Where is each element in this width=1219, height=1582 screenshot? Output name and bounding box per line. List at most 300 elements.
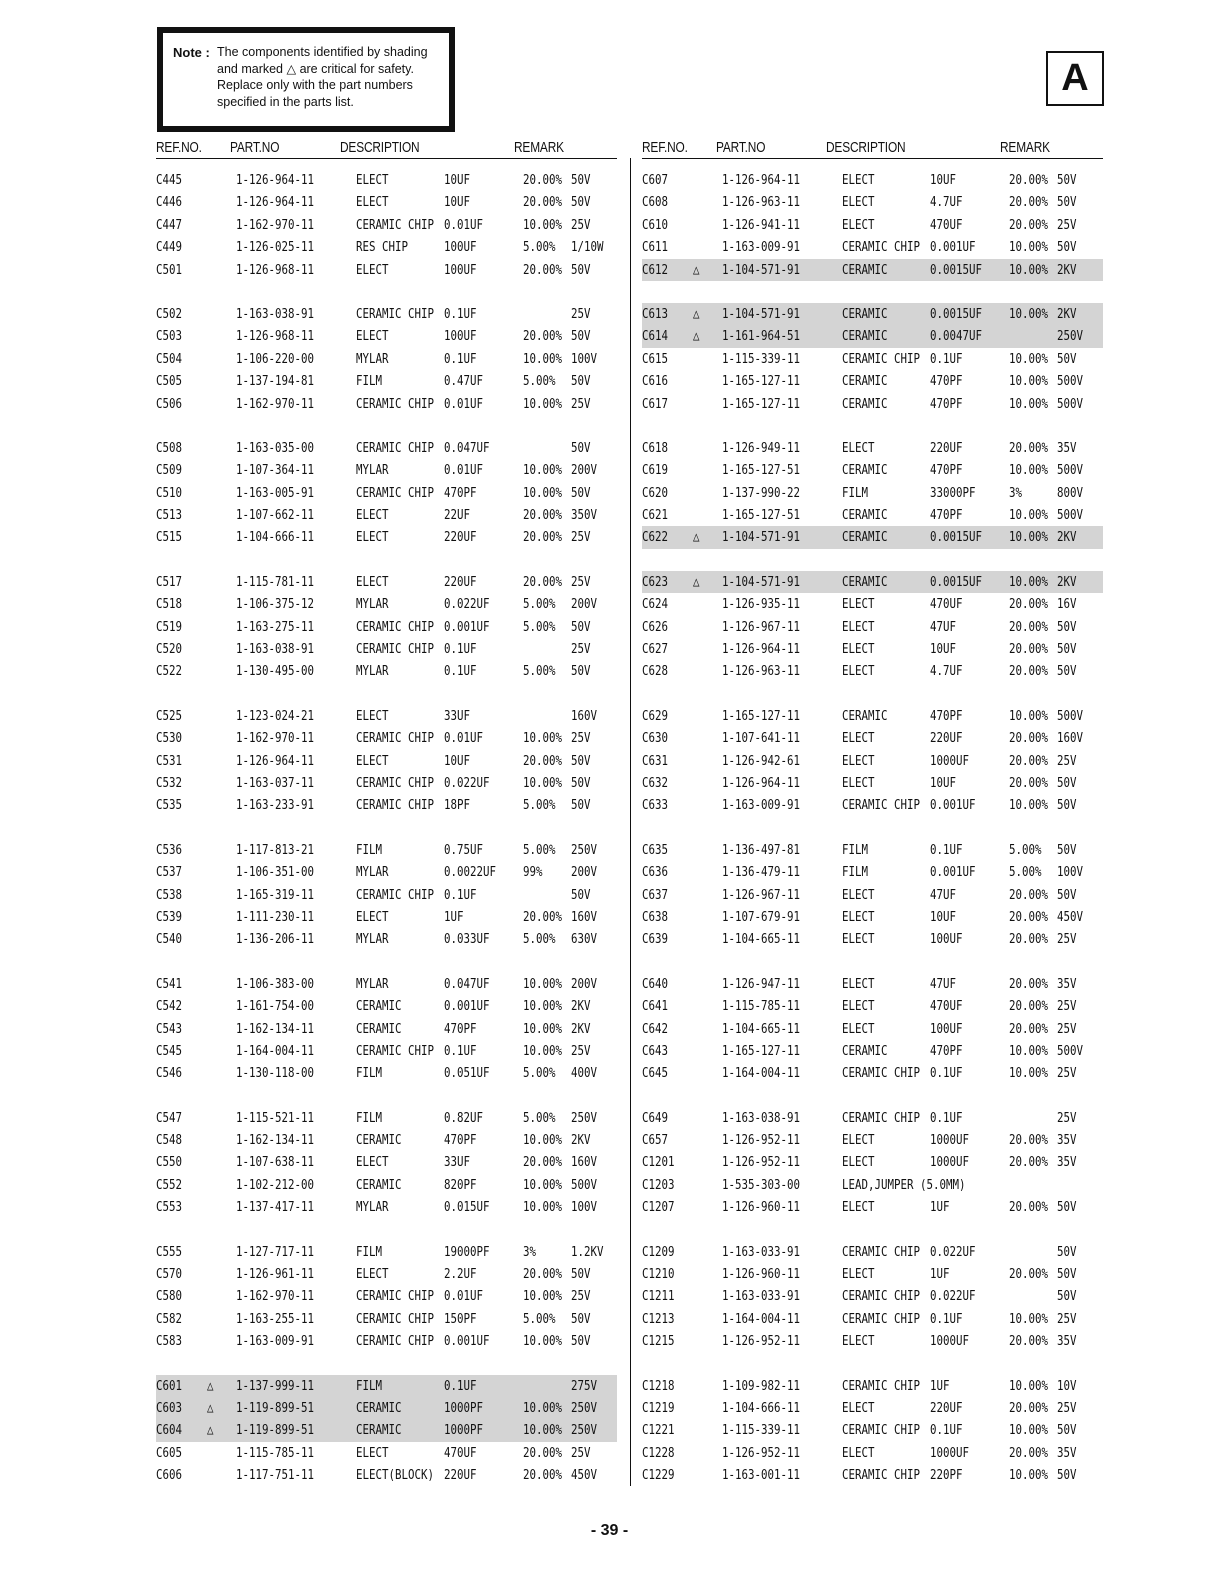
- part-no: 1-115-785-11: [236, 1444, 315, 1461]
- description: CERAMIC CHIP: [356, 886, 435, 903]
- ref-no: C546: [156, 1065, 183, 1082]
- ref-no: C509: [156, 462, 183, 479]
- part-row: [156, 214, 617, 236]
- rating: 500V: [571, 1176, 598, 1193]
- ref-no: C605: [156, 1444, 183, 1461]
- rating: 200V: [571, 596, 598, 613]
- value: 820PF: [444, 1176, 477, 1193]
- part-no: 1-136-479-11: [722, 864, 801, 881]
- parts-group: [156, 437, 617, 549]
- part-no: 1-127-717-11: [236, 1243, 315, 1260]
- part-row: [642, 571, 1103, 593]
- description: ELECT: [356, 194, 389, 211]
- tolerance: 20.00%: [523, 261, 563, 278]
- rating: 25V: [571, 529, 591, 546]
- rating: 2KV: [1057, 573, 1077, 590]
- ref-no: C513: [156, 507, 183, 524]
- ref-no: C642: [642, 1020, 669, 1037]
- rating: 35V: [1057, 1333, 1077, 1350]
- description: ELECT: [842, 752, 875, 769]
- rating: 2KV: [1057, 305, 1077, 322]
- rating: 50V: [1057, 1467, 1077, 1484]
- part-row: [642, 1330, 1103, 1352]
- part-no: 1-164-004-11: [722, 1310, 801, 1327]
- description: ELECT: [842, 194, 875, 211]
- ref-no: C538: [156, 886, 183, 903]
- rating: 25V: [571, 395, 591, 412]
- rating: 50V: [1057, 1199, 1077, 1216]
- value: 470PF: [930, 507, 963, 524]
- tolerance: 20.00%: [523, 507, 563, 524]
- part-row: [642, 660, 1103, 682]
- part-row: [156, 393, 617, 415]
- part-row: [642, 1129, 1103, 1151]
- rating: 25V: [571, 1444, 591, 1461]
- tolerance: 10.00%: [1009, 239, 1049, 256]
- part-row: [156, 370, 617, 392]
- part-row: [642, 794, 1103, 816]
- part-no: 1-115-785-11: [722, 998, 801, 1015]
- tolerance: 10.00%: [1009, 1377, 1049, 1394]
- part-row: [642, 526, 1103, 548]
- value: 0.75UF: [444, 841, 484, 858]
- parts-group: [156, 1107, 617, 1219]
- ref-no: C641: [642, 998, 669, 1015]
- value: 1000UF: [930, 1333, 970, 1350]
- part-row: [156, 1308, 617, 1330]
- tolerance: 20.00%: [1009, 641, 1049, 658]
- ref-no: C607: [642, 172, 669, 188]
- part-no: 1-130-118-00: [236, 1065, 315, 1082]
- tolerance: 20.00%: [1009, 1444, 1049, 1461]
- part-row: [156, 1062, 617, 1084]
- description: MYLAR: [356, 663, 389, 680]
- ref-no: C1203: [642, 1176, 675, 1193]
- part-no: 1-163-233-91: [236, 797, 315, 814]
- part-row: [156, 1241, 617, 1263]
- ref-no: C637: [642, 886, 669, 903]
- description: CERAMIC CHIP: [356, 730, 435, 747]
- description: CERAMIC CHIP: [356, 774, 435, 791]
- tolerance: 20.00%: [1009, 931, 1049, 948]
- part-row: [156, 571, 617, 593]
- part-no: 1-115-339-11: [722, 350, 801, 367]
- ref-no: C608: [642, 194, 669, 211]
- safety-mark-icon: △: [207, 1399, 214, 1416]
- part-row: [642, 1241, 1103, 1263]
- rating: 500V: [1057, 507, 1084, 524]
- part-row: [156, 861, 617, 883]
- rating: 25V: [1057, 1399, 1077, 1416]
- value: 470UF: [930, 596, 963, 613]
- part-row: [156, 1263, 617, 1285]
- ref-no: C520: [156, 641, 183, 658]
- rating: 25V: [1057, 1020, 1077, 1037]
- part-no: 1-164-004-11: [236, 1042, 315, 1059]
- rating: 50V: [571, 752, 591, 769]
- description: MYLAR: [356, 1199, 389, 1216]
- ref-no: C640: [642, 975, 669, 992]
- ref-no: C619: [642, 462, 669, 479]
- description: ELECT: [842, 730, 875, 747]
- value: 0.0015UF: [930, 261, 983, 278]
- tolerance: 20.00%: [523, 1467, 563, 1484]
- tolerance: 10.00%: [523, 1176, 563, 1193]
- ref-no: C555: [156, 1243, 183, 1260]
- description: CERAMIC: [356, 1176, 402, 1193]
- ref-no: C610: [642, 216, 669, 233]
- part-no: 1-126-952-11: [722, 1132, 801, 1149]
- value: 0.1UF: [930, 1109, 963, 1126]
- value: 1000UF: [930, 1132, 970, 1149]
- tolerance: 20.00%: [523, 529, 563, 546]
- header-part: PART.NO: [230, 140, 280, 156]
- value: 470PF: [444, 1020, 477, 1037]
- part-no: 1-163-038-91: [722, 1109, 801, 1126]
- tolerance: 10.00%: [1009, 373, 1049, 390]
- ref-no: C540: [156, 931, 183, 948]
- part-no: 1-123-024-21: [236, 707, 315, 724]
- rating: 450V: [1057, 908, 1084, 925]
- part-row: [642, 1107, 1103, 1129]
- part-row: [642, 325, 1103, 347]
- part-no: 1-165-319-11: [236, 886, 315, 903]
- tolerance: 5.00%: [1009, 864, 1042, 881]
- ref-no: C613: [642, 305, 669, 322]
- rating: 100V: [571, 350, 598, 367]
- description: MYLAR: [356, 931, 389, 948]
- tolerance: 20.00%: [1009, 975, 1049, 992]
- value: 18PF: [444, 797, 471, 814]
- part-no: 1-165-127-11: [722, 707, 801, 724]
- value: 0.1UF: [444, 641, 477, 658]
- part-no: 1-165-127-11: [722, 395, 801, 412]
- part-row: [156, 1375, 617, 1397]
- value: 10UF: [444, 194, 471, 211]
- rating: 2KV: [571, 1132, 591, 1149]
- part-no: 1-126-935-11: [722, 596, 801, 613]
- part-no: 1-126-964-11: [236, 752, 315, 769]
- description: CERAMIC: [842, 507, 888, 524]
- value: 470PF: [444, 1132, 477, 1149]
- parts-group: [156, 973, 617, 1085]
- safety-mark-icon: △: [693, 305, 700, 322]
- value: 0.001UF: [930, 797, 976, 814]
- ref-no: C638: [642, 908, 669, 925]
- ref-no: C519: [156, 618, 183, 635]
- value: 47UF: [930, 886, 957, 903]
- tolerance: 20.00%: [1009, 439, 1049, 456]
- rating: 50V: [571, 886, 591, 903]
- parts-list-right: [642, 169, 1103, 1487]
- part-row: [642, 1397, 1103, 1419]
- part-row: [642, 593, 1103, 615]
- rating: 500V: [1057, 373, 1084, 390]
- tolerance: 10.00%: [523, 462, 563, 479]
- description: ELECT: [842, 1132, 875, 1149]
- part-row: [156, 348, 617, 370]
- parts-group: [642, 973, 1103, 1085]
- description: ELECT: [842, 931, 875, 948]
- description: CERAMIC CHIP: [356, 439, 435, 456]
- value: 220UF: [930, 730, 963, 747]
- part-row: [156, 593, 617, 615]
- part-row: [642, 1308, 1103, 1330]
- rating: 50V: [571, 194, 591, 211]
- description: CERAMIC CHIP: [842, 1467, 921, 1484]
- part-row: [156, 705, 617, 727]
- parts-column-right: [642, 138, 1103, 1487]
- part-row: [642, 995, 1103, 1017]
- section-letter: A: [1046, 51, 1104, 106]
- part-no: 1-106-220-00: [236, 350, 315, 367]
- value: 0.001UF: [444, 998, 490, 1015]
- tolerance: 10.00%: [523, 998, 563, 1015]
- tolerance: 20.00%: [523, 1444, 563, 1461]
- part-row: [156, 482, 617, 504]
- tolerance: 10.00%: [1009, 462, 1049, 479]
- parts-group: [156, 705, 617, 817]
- ref-no: C621: [642, 507, 669, 524]
- ref-no: C1219: [642, 1399, 675, 1416]
- ref-no: C1218: [642, 1377, 675, 1394]
- description: CERAMIC CHIP: [356, 216, 435, 233]
- description: ELECT: [356, 261, 389, 278]
- ref-no: C630: [642, 730, 669, 747]
- ref-no: C525: [156, 707, 183, 724]
- description: ELECT: [842, 172, 875, 188]
- rating: 250V: [571, 1399, 598, 1416]
- tolerance: 20.00%: [1009, 1399, 1049, 1416]
- description: FILM: [842, 484, 869, 501]
- value: 0.033UF: [444, 931, 490, 948]
- description: ELECT: [842, 1333, 875, 1350]
- description: ELECT: [356, 172, 389, 188]
- tolerance: 20.00%: [523, 908, 563, 925]
- description: CERAMIC: [842, 261, 888, 278]
- ref-no: C515: [156, 529, 183, 546]
- tolerance: 20.00%: [1009, 1266, 1049, 1283]
- note-line: specified in the parts list.: [217, 94, 354, 109]
- rating: 25V: [571, 730, 591, 747]
- ref-no: C447: [156, 216, 183, 233]
- part-row: [642, 459, 1103, 481]
- value: 47UF: [930, 618, 957, 635]
- page-number: - 39 -: [590, 1522, 629, 1539]
- rating: 50V: [571, 439, 591, 456]
- value: 470PF: [930, 1042, 963, 1059]
- description: ELECT: [842, 908, 875, 925]
- description: ELECT: [842, 439, 875, 456]
- description: CERAMIC: [842, 573, 888, 590]
- description: LEAD,JUMPER (5.0MM): [842, 1176, 966, 1193]
- ref-no: C615: [642, 350, 669, 367]
- part-no: 1-104-665-11: [722, 931, 801, 948]
- ref-no: C1210: [642, 1266, 675, 1283]
- value: 47UF: [930, 975, 957, 992]
- ref-no: C508: [156, 439, 183, 456]
- ref-no: C530: [156, 730, 183, 747]
- value: 10UF: [444, 172, 471, 188]
- part-no: 1-126-942-61: [722, 752, 801, 769]
- rating: 50V: [571, 261, 591, 278]
- part-row: [156, 1442, 617, 1464]
- tolerance: 10.00%: [523, 395, 563, 412]
- part-row: [642, 1151, 1103, 1173]
- ref-no: C628: [642, 663, 669, 680]
- note-label: Note :: [173, 45, 210, 60]
- part-no: 1-162-134-11: [236, 1020, 315, 1037]
- part-row: [156, 1285, 617, 1307]
- tolerance: 20.00%: [1009, 596, 1049, 613]
- value: 0.047UF: [444, 975, 490, 992]
- part-no: 1-106-351-00: [236, 864, 315, 881]
- part-row: [156, 995, 617, 1017]
- value: 0.051UF: [444, 1065, 490, 1082]
- part-no: 1-104-666-11: [236, 529, 315, 546]
- description: CERAMIC: [842, 395, 888, 412]
- part-no: 1-126-968-11: [236, 328, 315, 345]
- description: ELECT: [842, 1444, 875, 1461]
- value: 10UF: [930, 172, 957, 188]
- ref-no: C631: [642, 752, 669, 769]
- header-part: PART.NO: [716, 140, 766, 156]
- description: CERAMIC CHIP: [356, 395, 435, 412]
- part-row: [156, 638, 617, 660]
- value: 470PF: [930, 462, 963, 479]
- part-no: 1-137-990-22: [722, 484, 801, 501]
- value: 1000UF: [930, 1444, 970, 1461]
- part-no: 1-163-275-11: [236, 618, 315, 635]
- part-row: [642, 504, 1103, 526]
- part-row: [156, 1018, 617, 1040]
- part-row: [642, 772, 1103, 794]
- tolerance: 20.00%: [523, 1266, 563, 1283]
- ref-no: C611: [642, 239, 669, 256]
- ref-no: C1209: [642, 1243, 675, 1260]
- part-no: 1-115-521-11: [236, 1109, 315, 1126]
- rating: 25V: [571, 1288, 591, 1305]
- ref-no: C1213: [642, 1310, 675, 1327]
- rating: 50V: [1057, 797, 1077, 814]
- tolerance: 10.00%: [523, 1422, 563, 1439]
- description: CERAMIC: [842, 328, 888, 345]
- ref-no: C543: [156, 1020, 183, 1037]
- description: ELECT: [356, 1266, 389, 1283]
- rating: 35V: [1057, 975, 1077, 992]
- value: 1UF: [444, 908, 464, 925]
- ref-no: C604: [156, 1422, 183, 1439]
- value: 470UF: [444, 1444, 477, 1461]
- parts-group: [642, 571, 1103, 683]
- value: 0.001UF: [444, 1333, 490, 1350]
- ref-no: C606: [156, 1467, 183, 1484]
- part-row: [642, 1442, 1103, 1464]
- description: MYLAR: [356, 596, 389, 613]
- rating: 10V: [1057, 1377, 1077, 1394]
- part-no: 1-117-751-11: [236, 1467, 315, 1484]
- value: 0.47UF: [444, 373, 484, 390]
- description: FILM: [356, 373, 383, 390]
- part-no: 1-165-127-51: [722, 507, 801, 524]
- rating: 500V: [1057, 707, 1084, 724]
- parts-column-left: [156, 138, 617, 1487]
- column-header: [642, 138, 1103, 159]
- description: ELECT: [356, 1444, 389, 1461]
- part-row: [156, 973, 617, 995]
- part-row: [156, 616, 617, 638]
- tolerance: 5.00%: [523, 373, 556, 390]
- tolerance: 20.00%: [1009, 1132, 1049, 1149]
- part-row: [642, 259, 1103, 281]
- part-no: 1-165-127-11: [722, 1042, 801, 1059]
- rating: 25V: [571, 573, 591, 590]
- description: CERAMIC CHIP: [842, 1310, 921, 1327]
- ref-no: C506: [156, 395, 183, 412]
- tolerance: 20.00%: [523, 172, 563, 188]
- safety-mark-icon: △: [693, 573, 700, 590]
- ref-no: C1207: [642, 1199, 675, 1216]
- description: CERAMIC: [356, 998, 402, 1015]
- value: 470PF: [930, 373, 963, 390]
- parts-group: [642, 303, 1103, 415]
- value: 150PF: [444, 1310, 477, 1327]
- ref-no: C536: [156, 841, 183, 858]
- part-row: [156, 660, 617, 682]
- value: 0.022UF: [930, 1288, 976, 1305]
- tolerance: 5.00%: [523, 663, 556, 680]
- part-row: [642, 973, 1103, 995]
- ref-no: C503: [156, 328, 183, 345]
- parts-list-left: [156, 169, 617, 1487]
- tolerance: 10.00%: [1009, 573, 1049, 590]
- ref-no: C633: [642, 797, 669, 814]
- part-row: [642, 191, 1103, 213]
- description: ELECT: [356, 529, 389, 546]
- ref-no: C617: [642, 395, 669, 412]
- part-no: 1-126-968-11: [236, 261, 315, 278]
- value: 470PF: [930, 707, 963, 724]
- tolerance: 10.00%: [523, 1132, 563, 1149]
- ref-no: C1228: [642, 1444, 675, 1461]
- part-row: [156, 1419, 617, 1441]
- ref-no: C583: [156, 1333, 183, 1350]
- ref-no: C445: [156, 172, 183, 188]
- part-row: [156, 325, 617, 347]
- part-no: 1-109-982-11: [722, 1377, 801, 1394]
- value: 1UF: [930, 1199, 950, 1216]
- rating: 50V: [571, 172, 591, 188]
- tolerance: 20.00%: [523, 752, 563, 769]
- value: 100UF: [930, 931, 963, 948]
- rating: 50V: [571, 663, 591, 680]
- part-no: 1-137-417-11: [236, 1199, 315, 1216]
- rating: 2KV: [1057, 261, 1077, 278]
- ref-no: C548: [156, 1132, 183, 1149]
- part-no: 1-163-001-11: [722, 1467, 801, 1484]
- ref-no: C623: [642, 573, 669, 590]
- parts-group: [156, 571, 617, 683]
- part-no: 1-161-754-00: [236, 998, 315, 1015]
- ref-no: C1221: [642, 1422, 675, 1439]
- parts-group: [642, 1375, 1103, 1487]
- description: MYLAR: [356, 462, 389, 479]
- part-row: [642, 393, 1103, 415]
- rating: 50V: [571, 484, 591, 501]
- description: ELECT: [842, 1020, 875, 1037]
- description: CERAMIC CHIP: [356, 797, 435, 814]
- tolerance: 20.00%: [1009, 908, 1049, 925]
